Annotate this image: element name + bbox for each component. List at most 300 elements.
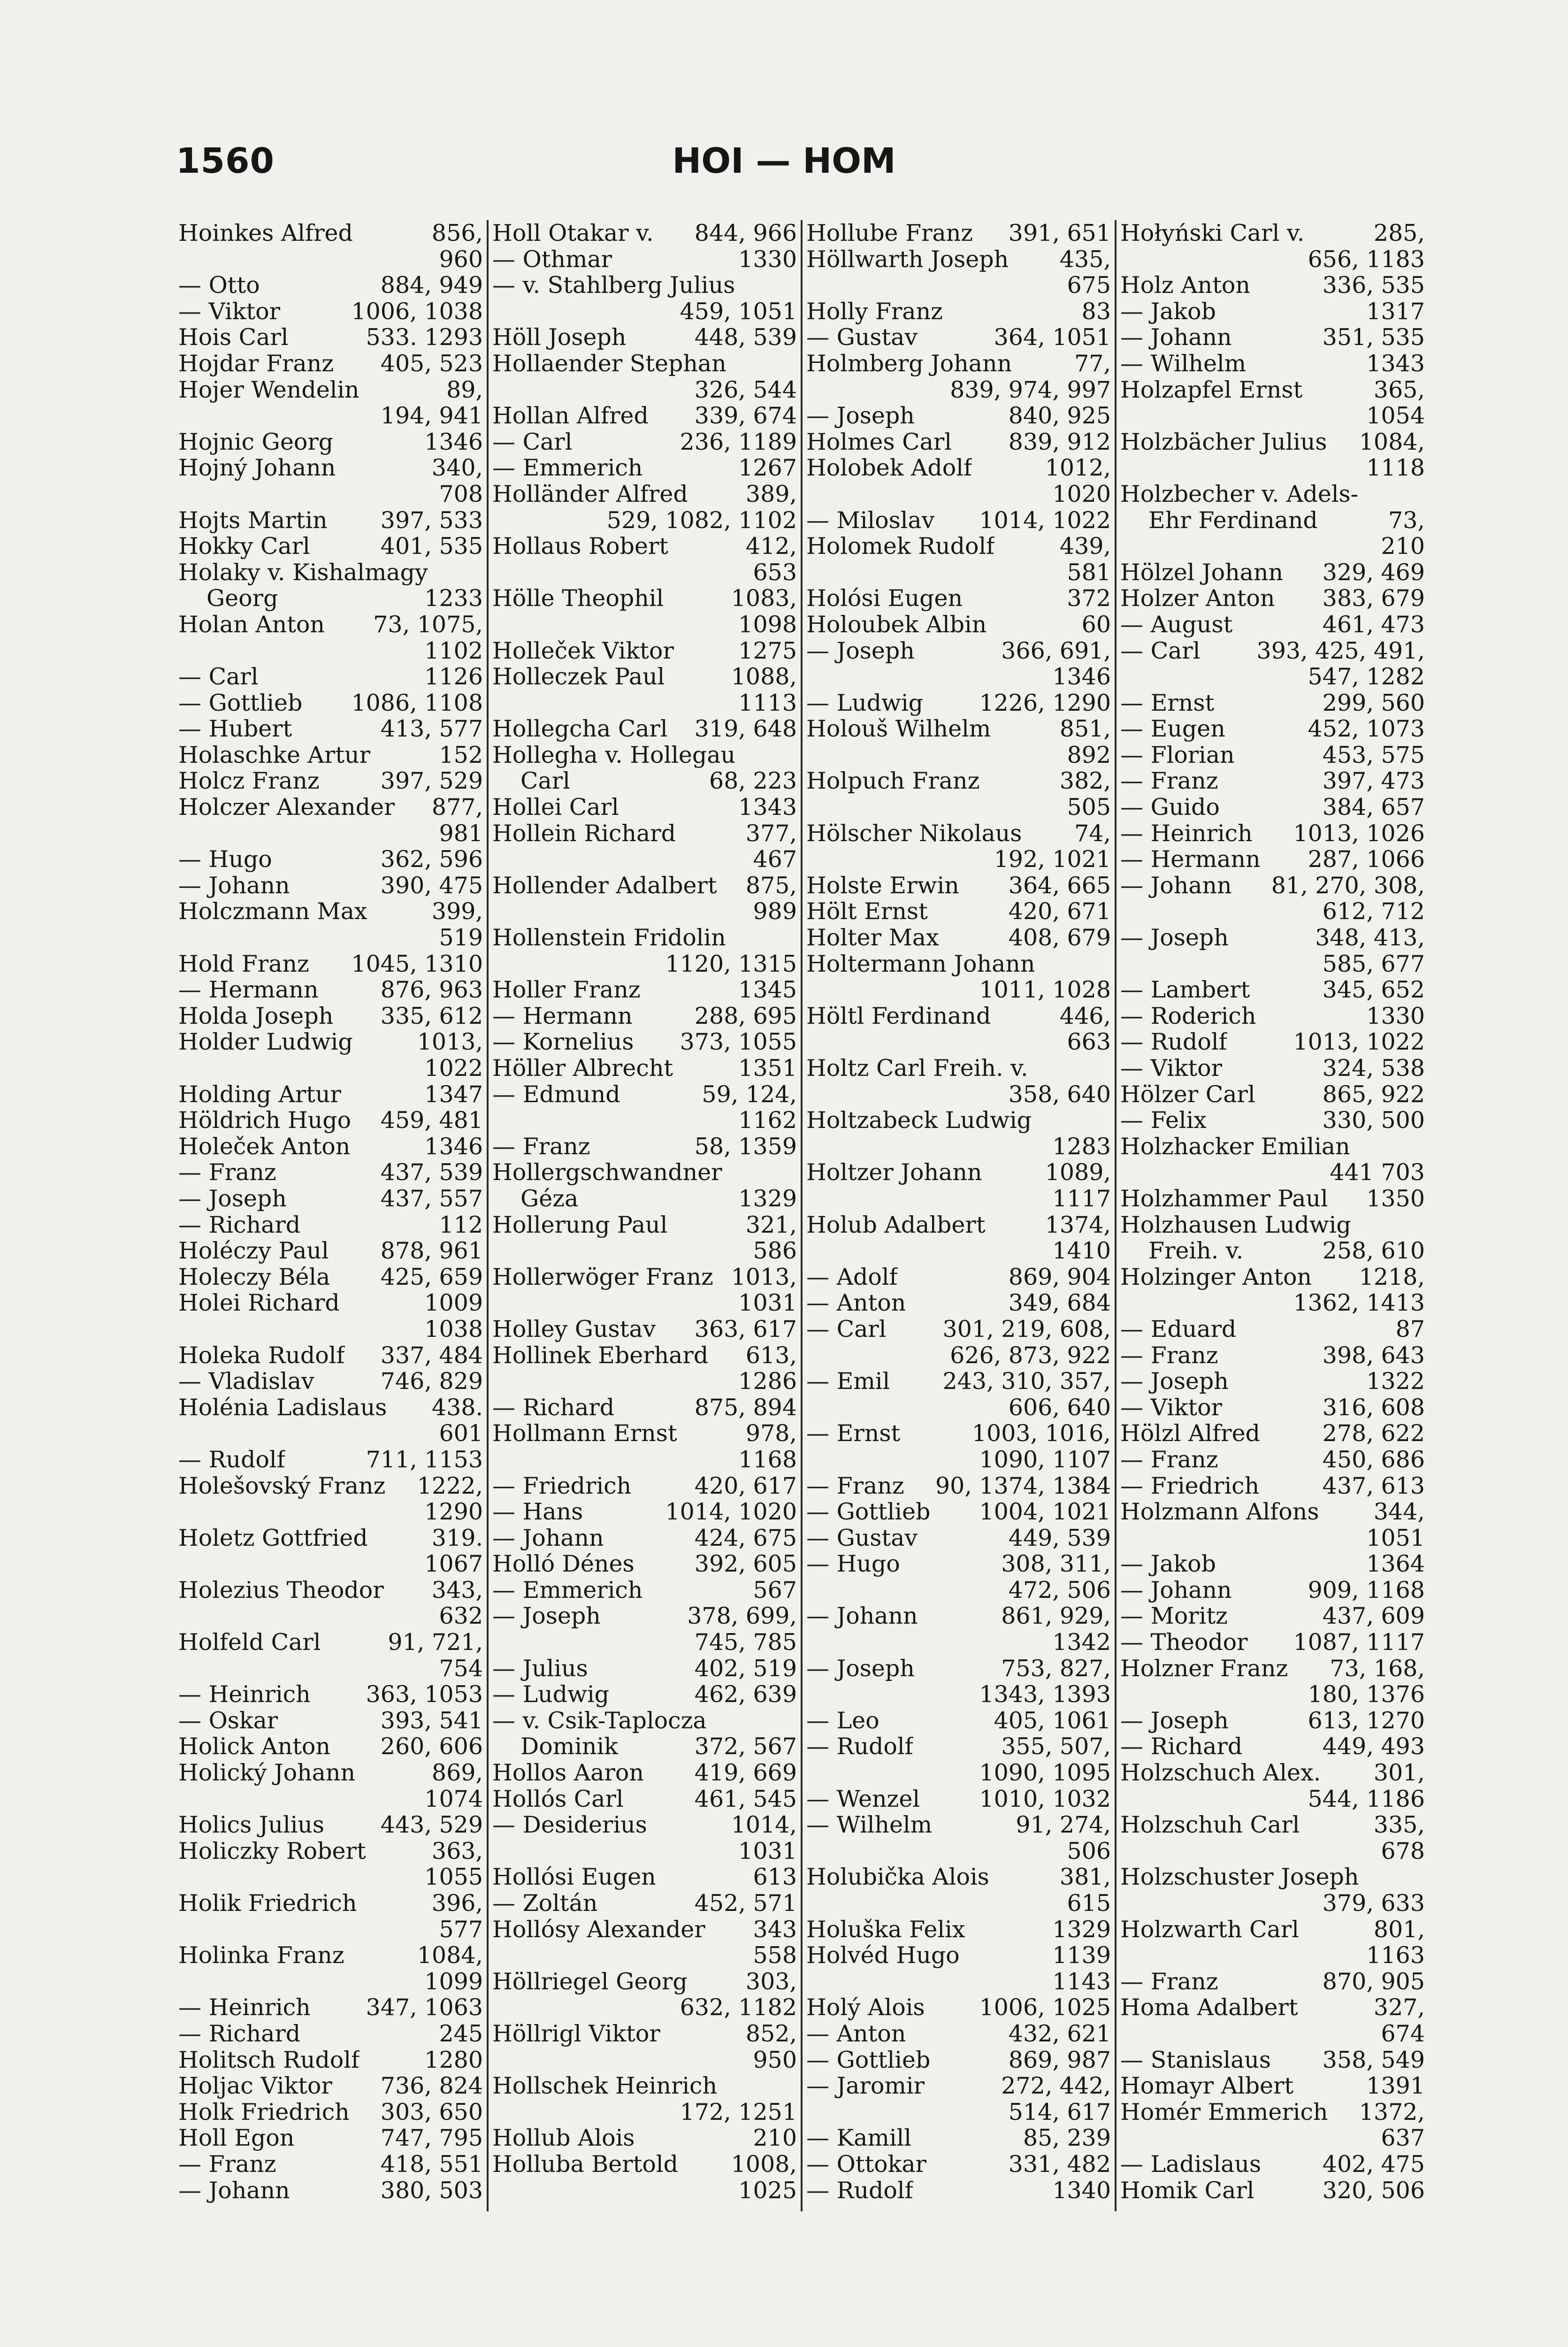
index-entry xyxy=(178,1812,483,1838)
entry-pages: 1168 xyxy=(738,1446,797,1473)
index-entry xyxy=(492,2073,797,2099)
entry-pages: 950 xyxy=(753,2047,797,2073)
entry-name: Holda Joseph xyxy=(178,1003,334,1029)
entry-name: Höll Joseph xyxy=(492,324,627,351)
index-entry xyxy=(806,1838,1111,1864)
index-entry xyxy=(178,1551,483,1577)
entry-pages: 363, 617 xyxy=(694,1316,797,1342)
entry-pages: 319. xyxy=(431,1525,483,1551)
entry-pages: 1118 xyxy=(1366,455,1425,481)
entry-pages: 90, 1374, 1384 xyxy=(935,1473,1111,1499)
index-entry xyxy=(178,898,483,925)
entry-name: — Joseph xyxy=(178,1185,287,1212)
entry-name: Holeka Rudolf xyxy=(178,1342,345,1369)
entry-name: Hollósy Alexander xyxy=(492,1916,705,1943)
index-entry xyxy=(492,1525,797,1551)
entry-name: — Wilhelm xyxy=(1120,350,1247,377)
index-entry xyxy=(178,1290,483,1316)
entry-pages: 839, 974, 997 xyxy=(950,376,1111,403)
entry-name: — Emmerich xyxy=(492,1577,643,1603)
entry-pages: 401, 535 xyxy=(380,533,483,560)
entry-name: Holzhausen Ludwig xyxy=(1120,1212,1351,1238)
entry-pages: 736, 824 xyxy=(380,2073,483,2099)
index-entry xyxy=(178,377,483,403)
entry-pages: 316, 608 xyxy=(1322,1394,1425,1421)
index-entry xyxy=(806,1473,1111,1499)
entry-name: Holei Richard xyxy=(178,1290,340,1316)
entry-name: Ehr Ferdinand xyxy=(1148,507,1318,534)
entry-pages: 210 xyxy=(753,2125,797,2151)
index-entry xyxy=(806,742,1111,768)
entry-pages: 372 xyxy=(1067,585,1111,612)
index-entry xyxy=(1120,1499,1425,1525)
entry-name: — Joseph xyxy=(806,1655,915,1682)
index-entry xyxy=(492,846,797,873)
entry-pages: 83 xyxy=(1081,298,1111,325)
entry-pages: 1139 xyxy=(1052,1942,1111,1969)
entry-pages: 1343, 1393 xyxy=(979,1681,1111,1708)
entry-name: Homér Emmerich xyxy=(1120,2099,1328,2125)
index-entry xyxy=(1120,377,1425,403)
index-entry xyxy=(178,1316,483,1342)
entry-pages: 358, 640 xyxy=(1008,1081,1111,1108)
entry-name: — Oskar xyxy=(178,1707,278,1734)
entry-name: Georg xyxy=(207,585,278,612)
entry-pages: 301, 219, 608, xyxy=(942,1316,1111,1342)
index-entry xyxy=(1120,403,1425,429)
index-entry xyxy=(1120,272,1425,299)
index-entry xyxy=(178,455,483,481)
entry-name: Hollaender Stephan xyxy=(492,350,727,377)
entry-pages: 450, 686 xyxy=(1322,1446,1425,1473)
entry-name: — Desiderius xyxy=(492,1812,647,1838)
entry-pages: 337, 484 xyxy=(380,1342,483,1369)
entry-pages: 1362, 1413 xyxy=(1293,1290,1425,1316)
entry-name: Holpuch Franz xyxy=(806,768,980,795)
entry-pages: 438. xyxy=(431,1394,483,1421)
entry-pages: 1099 xyxy=(424,1968,483,1995)
entry-pages: 420, 671 xyxy=(1008,898,1111,925)
entry-pages: 1102 xyxy=(424,637,483,664)
index-entry xyxy=(492,821,797,847)
index-entry xyxy=(492,664,797,690)
index-entry xyxy=(178,1238,483,1264)
index-entry xyxy=(178,560,483,586)
index-entry xyxy=(806,403,1111,429)
entry-name: Hojer Wendelin xyxy=(178,376,359,403)
index-entry xyxy=(806,2099,1111,2125)
entry-name: Holmberg Johann xyxy=(806,350,1012,377)
entry-name: — Viktor xyxy=(1120,1394,1223,1421)
entry-pages: 461, 545 xyxy=(694,1786,797,1812)
entry-pages: 1014, 1022 xyxy=(979,507,1111,534)
index-entry xyxy=(806,1577,1111,1603)
entry-name: Hollaus Robert xyxy=(492,533,668,560)
entry-pages: 378, 699, xyxy=(687,1603,797,1630)
entry-name: — Richard xyxy=(178,2020,301,2047)
entry-pages: 243, 310, 357, xyxy=(942,1368,1111,1395)
index-entry xyxy=(1120,324,1425,351)
entry-pages: 372, 567 xyxy=(694,1733,797,1760)
index-entry xyxy=(1120,1890,1425,1917)
index-entry xyxy=(806,1081,1111,1108)
index-entry xyxy=(806,1395,1111,1421)
index-entry xyxy=(178,873,483,899)
index-entry xyxy=(1120,1238,1425,1264)
index-entry xyxy=(1120,612,1425,638)
entry-pages: 1013, 1026 xyxy=(1293,820,1425,847)
entry-pages: 1067 xyxy=(424,1551,483,1577)
entry-name: — Ernst xyxy=(806,1420,901,1447)
entry-name: Hollub Alois xyxy=(492,2125,635,2151)
index-entry xyxy=(1120,1447,1425,1473)
entry-name: Holcz Franz xyxy=(178,768,320,795)
entry-pages: 745, 785 xyxy=(694,1629,797,1656)
entry-pages: 287, 1066 xyxy=(1308,846,1425,873)
index-entry xyxy=(178,2178,483,2204)
index-entry xyxy=(178,1760,483,1786)
index-entry xyxy=(806,1212,1111,1238)
entry-pages: 303, 650 xyxy=(380,2099,483,2125)
entry-pages: 505 xyxy=(1067,794,1111,821)
entry-pages: 330, 500 xyxy=(1322,1107,1425,1134)
entry-name: — Ladislaus xyxy=(1120,2151,1262,2178)
entry-pages xyxy=(479,560,483,586)
entry-name: — Hermann xyxy=(178,977,319,1003)
entry-pages: 335, 612 xyxy=(380,1003,483,1029)
entry-pages: 1351 xyxy=(738,1055,797,1081)
entry-pages: 402, 475 xyxy=(1322,2151,1425,2178)
entry-name: Carl xyxy=(520,768,570,795)
entry-name: — Heinrich xyxy=(178,1681,311,1708)
entry-name: Géza xyxy=(520,1185,579,1212)
entry-name: — Carl xyxy=(1120,637,1201,664)
index-entry xyxy=(1120,455,1425,481)
entry-name: Holz Anton xyxy=(1120,272,1250,299)
entry-pages: 753, 827, xyxy=(1001,1655,1111,1682)
index-entry xyxy=(178,1342,483,1369)
entry-pages: 285, xyxy=(1373,220,1425,246)
entry-name: — Julius xyxy=(492,1655,588,1682)
entry-name: — Hugo xyxy=(806,1551,900,1577)
index-entry xyxy=(492,1760,797,1786)
index-entry xyxy=(806,455,1111,481)
index-entry xyxy=(178,1708,483,1734)
index-entry xyxy=(806,1342,1111,1369)
index-columns xyxy=(175,220,1444,2211)
index-entry xyxy=(1120,846,1425,873)
entry-name: Holósi Eugen xyxy=(806,585,963,612)
entry-name: Holly Franz xyxy=(806,298,943,325)
entry-pages: 1143 xyxy=(1052,1968,1111,1995)
entry-pages: 875, 894 xyxy=(694,1394,797,1421)
entry-name: — Rudolf xyxy=(1120,1029,1227,1055)
entry-pages: 1054 xyxy=(1366,403,1425,429)
index-entry xyxy=(1120,1264,1425,1290)
entry-name: — Johann xyxy=(178,2177,290,2204)
index-entry xyxy=(806,794,1111,821)
index-entry xyxy=(492,1264,797,1290)
entry-pages: 1008, xyxy=(731,2151,797,2178)
index-entry xyxy=(1120,299,1425,325)
entry-pages: 613, 1270 xyxy=(1308,1707,1425,1734)
index-entry xyxy=(492,246,797,273)
index-entry xyxy=(492,533,797,560)
entry-name: — Gustav xyxy=(806,1525,918,1551)
index-entry xyxy=(806,951,1111,977)
entry-pages: 1031 xyxy=(738,1838,797,1864)
entry-name: Holter Max xyxy=(806,925,939,951)
entry-pages: 1343 xyxy=(1366,350,1425,377)
index-entry xyxy=(178,1368,483,1395)
index-entry xyxy=(178,1134,483,1160)
index-entry xyxy=(178,1917,483,1943)
entry-pages: 347, 1063 xyxy=(366,1994,483,2021)
entry-name: — Joseph xyxy=(1120,1368,1229,1395)
entry-name: — Rudolf xyxy=(806,1733,913,1760)
index-entry xyxy=(1120,507,1425,534)
entry-name: — Eduard xyxy=(1120,1316,1237,1342)
entry-name: — Emil xyxy=(806,1368,890,1395)
entry-pages: 91, 274, xyxy=(1016,1812,1111,1838)
entry-name: — Florian xyxy=(1120,742,1235,768)
index-entry xyxy=(806,1708,1111,1734)
entry-name: Holetz Gottfried xyxy=(178,1525,368,1551)
entry-name: — Miloslav xyxy=(806,507,935,534)
index-entry xyxy=(492,1159,797,1186)
index-entry xyxy=(806,533,1111,560)
entry-pages: 335, xyxy=(1373,1812,1425,1838)
index-entry xyxy=(492,2178,797,2204)
entry-pages: 1226, 1290 xyxy=(979,690,1111,716)
entry-name: — Theodor xyxy=(1120,1629,1248,1656)
index-entry xyxy=(806,429,1111,455)
entry-pages: 236, 1189 xyxy=(680,429,797,455)
entry-name: Holobek Adolf xyxy=(806,455,972,481)
index-entry xyxy=(178,846,483,873)
index-entry xyxy=(178,742,483,768)
index-entry xyxy=(806,2073,1111,2099)
entry-name: Holouš Wilhelm xyxy=(806,716,991,742)
entry-pages: 329, 469 xyxy=(1322,559,1425,586)
entry-name: Hölzel Johann xyxy=(1120,559,1283,586)
entry-pages: 258, 610 xyxy=(1322,1238,1425,1264)
entry-pages: 585, 677 xyxy=(1322,951,1425,977)
index-entry xyxy=(1120,1760,1425,1786)
entry-pages: 1022 xyxy=(424,1055,483,1081)
entry-pages: 245 xyxy=(439,2020,483,2047)
index-entry xyxy=(178,1603,483,1629)
entry-pages: 272, 442, xyxy=(1001,2073,1111,2099)
entry-name: Hollergschwandner xyxy=(492,1159,722,1186)
entry-pages: 278, 622 xyxy=(1322,1420,1425,1447)
index-entry xyxy=(178,403,483,429)
index-entry xyxy=(178,1786,483,1812)
index-entry xyxy=(1120,951,1425,977)
entry-pages: 349, 684 xyxy=(1008,1290,1111,1316)
index-entry xyxy=(178,1003,483,1029)
index-entry xyxy=(492,1238,797,1264)
entry-name: — Joseph xyxy=(806,637,915,664)
entry-name: — Eugen xyxy=(1120,716,1225,742)
index-entry xyxy=(178,1994,483,2021)
index-entry xyxy=(1120,1107,1425,1134)
entry-name: Holub Adalbert xyxy=(806,1212,986,1238)
index-entry xyxy=(492,794,797,821)
index-entry xyxy=(492,768,797,794)
entry-name: Holzapfel Ernst xyxy=(1120,376,1303,403)
index-entry xyxy=(806,2047,1111,2073)
entry-pages: 674 xyxy=(1381,2020,1425,2047)
entry-pages: 1283 xyxy=(1052,1133,1111,1160)
index-entry xyxy=(178,1081,483,1108)
entry-name: Holan Anton xyxy=(178,611,325,638)
index-entry xyxy=(1120,1577,1425,1603)
index-entry xyxy=(492,1942,797,1969)
index-entry xyxy=(178,585,483,612)
entry-name: Holley Gustav xyxy=(492,1316,656,1342)
entry-pages: 544, 1186 xyxy=(1308,1786,1425,1812)
entry-pages: 443, 529 xyxy=(380,1812,483,1838)
index-entry xyxy=(492,455,797,481)
entry-pages: 708 xyxy=(439,481,483,507)
index-column-4 xyxy=(1115,220,1429,2211)
index-entry xyxy=(1120,2178,1425,2204)
entry-pages: 1330 xyxy=(738,246,797,273)
entry-name: Holzmann Alfons xyxy=(1120,1499,1319,1525)
entry-pages: 870, 905 xyxy=(1322,1968,1425,1995)
index-entry xyxy=(806,246,1111,273)
index-entry xyxy=(492,2047,797,2073)
entry-name: Hokky Carl xyxy=(178,533,310,560)
entry-pages xyxy=(793,1159,797,1186)
page-header-range: HOI — HOM xyxy=(672,141,896,181)
entry-pages: 452, 571 xyxy=(694,1890,797,1917)
index-entry xyxy=(806,1134,1111,1160)
index-entry xyxy=(1120,1368,1425,1395)
index-entry xyxy=(178,2099,483,2125)
index-entry xyxy=(492,690,797,716)
entry-pages: 581 xyxy=(1067,559,1111,586)
entry-pages: 462, 639 xyxy=(694,1681,797,1708)
index-entry xyxy=(1120,742,1425,768)
index-entry xyxy=(1120,898,1425,925)
index-entry xyxy=(1120,2125,1425,2151)
entry-name: Höllrigl Viktor xyxy=(492,2020,660,2047)
index-entry xyxy=(1120,560,1425,586)
entry-pages: 1117 xyxy=(1052,1185,1111,1212)
entry-name: Höller Albrecht xyxy=(492,1055,673,1081)
index-column-2 xyxy=(487,220,801,2211)
entry-name: Holešovský Franz xyxy=(178,1473,386,1499)
index-entry xyxy=(492,1134,797,1160)
index-entry xyxy=(806,1186,1111,1212)
index-entry xyxy=(492,1838,797,1864)
entry-name: Holtzer Johann xyxy=(806,1159,982,1186)
index-entry xyxy=(492,1733,797,1760)
entry-pages: 852, xyxy=(745,2020,797,2047)
entry-name: Hollender Adalbert xyxy=(492,872,717,899)
entry-pages: 377, xyxy=(745,820,797,847)
entry-pages: 1013, xyxy=(417,1029,483,1055)
entry-name: — Moritz xyxy=(1120,1603,1228,1630)
entry-pages: 344, xyxy=(1373,1499,1425,1525)
index-entry xyxy=(806,324,1111,351)
index-entry xyxy=(1120,246,1425,273)
entry-name: Holaky v. Kishalmagy xyxy=(178,559,428,586)
index-entry xyxy=(806,220,1111,246)
index-entry xyxy=(806,1420,1111,1447)
index-entry xyxy=(806,1499,1111,1525)
entry-pages: 1374, xyxy=(1045,1212,1111,1238)
index-entry xyxy=(806,507,1111,534)
index-entry xyxy=(1120,821,1425,847)
entry-pages: 1089, xyxy=(1045,1159,1111,1186)
entry-pages: 989 xyxy=(753,898,797,925)
index-entry xyxy=(806,1760,1111,1786)
entry-pages: 1163 xyxy=(1366,1942,1425,1969)
entry-pages: 383, 679 xyxy=(1322,585,1425,612)
index-entry xyxy=(178,951,483,977)
entry-name: Holzschuh Carl xyxy=(1120,1812,1300,1838)
index-entry xyxy=(1120,1159,1425,1186)
entry-name: — Richard xyxy=(178,1212,301,1238)
entry-pages: 324, 538 xyxy=(1322,1055,1425,1081)
entry-pages: 89, xyxy=(446,376,483,403)
entry-pages: 343 xyxy=(753,1916,797,1943)
index-entry xyxy=(178,1890,483,1917)
index-entry xyxy=(492,2099,797,2125)
index-entry xyxy=(1120,1473,1425,1499)
entry-pages: 1051 xyxy=(1366,1525,1425,1551)
index-entry xyxy=(806,1994,1111,2021)
index-entry xyxy=(178,429,483,455)
entry-pages: 459, 1051 xyxy=(680,298,797,325)
entry-pages: 884, 949 xyxy=(380,272,483,299)
entry-pages: 435, xyxy=(1059,246,1111,273)
index-entry xyxy=(178,1107,483,1134)
entry-pages: 437, 539 xyxy=(380,1159,483,1186)
entry-pages: 1086, 1108 xyxy=(351,690,483,716)
entry-name: — Zoltán xyxy=(492,1890,598,1917)
entry-pages: 1006, 1038 xyxy=(351,298,483,325)
index-entry xyxy=(806,977,1111,1003)
index-entry xyxy=(1120,1733,1425,1760)
entry-name: Holaschke Artur xyxy=(178,742,371,768)
entry-name: Dominik xyxy=(520,1733,618,1760)
index-entry xyxy=(806,2021,1111,2047)
entry-name: — Vladislav xyxy=(178,1368,314,1395)
entry-pages: 180, 1376 xyxy=(1308,1681,1425,1708)
index-entry xyxy=(1120,1186,1425,1212)
entry-pages: 393, 425, 491, xyxy=(1256,637,1425,664)
index-entry xyxy=(492,1186,797,1212)
index-entry xyxy=(1120,1212,1425,1238)
index-entry xyxy=(178,1733,483,1760)
entry-pages: 58, 1359 xyxy=(694,1133,797,1160)
entry-pages: 1347 xyxy=(424,1081,483,1108)
index-entry xyxy=(1120,2099,1425,2125)
entry-pages: 326, 544 xyxy=(694,376,797,403)
index-entry xyxy=(806,585,1111,612)
index-entry xyxy=(492,585,797,612)
entry-pages: 172, 1251 xyxy=(680,2099,797,2125)
entry-name: Holzner Franz xyxy=(1120,1655,1288,1682)
index-entry xyxy=(178,1577,483,1603)
index-entry xyxy=(492,1447,797,1473)
index-entry xyxy=(1120,2021,1425,2047)
entry-pages: 432, 621 xyxy=(1008,2020,1111,2047)
